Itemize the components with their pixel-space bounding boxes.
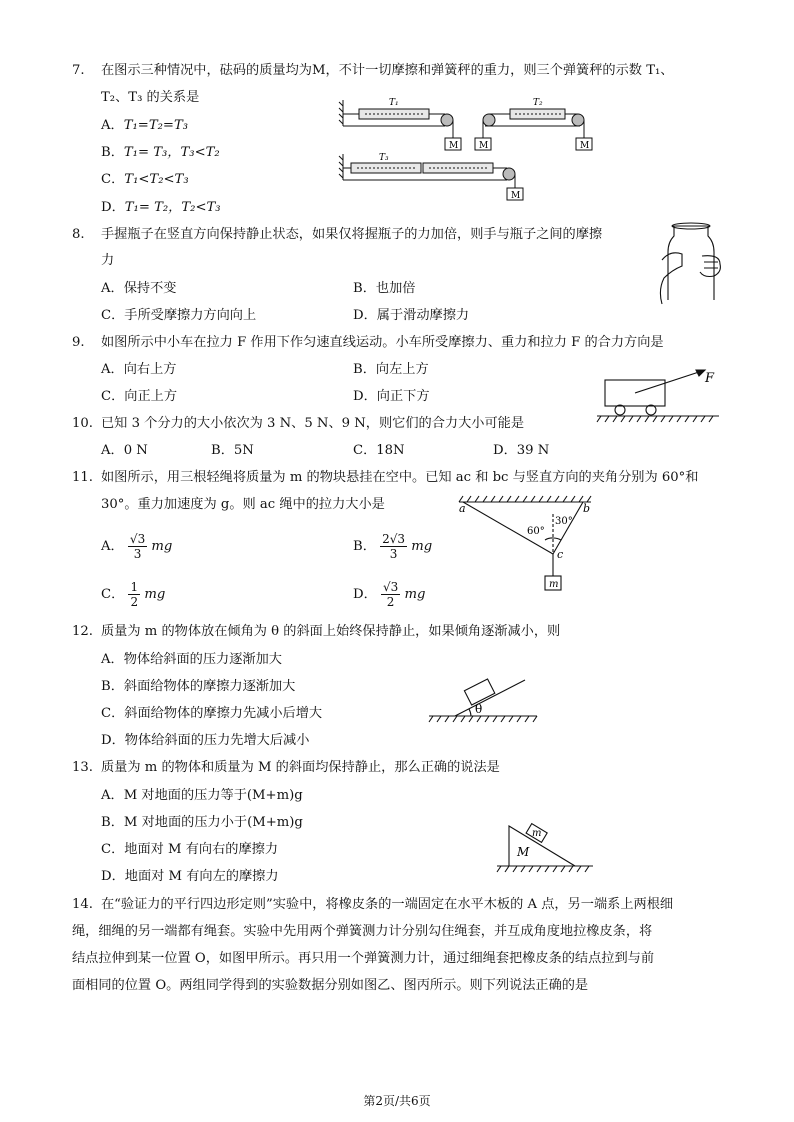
q11-stem-line2: 30°。重力加速度为 g。则 ac 绳中的拉力大小是 <box>101 497 385 512</box>
option-text: 向左上方 <box>375 362 429 377</box>
q8-stem-line1: 手握瓶子在竖直方向保持静止状态，如果仅将握瓶子的力加倍，则手与瓶子之间的摩擦 <box>101 227 603 242</box>
q8-option-c <box>101 307 256 325</box>
q9-force-label: F <box>705 371 715 386</box>
option-label: D． <box>493 443 517 458</box>
option-label: D． <box>353 389 377 404</box>
option-text: 向正下方 <box>376 389 430 404</box>
q9-option-a <box>101 361 176 379</box>
option-label: A． <box>101 652 124 667</box>
q9-option-d <box>353 388 430 406</box>
q12-stem-line1: 质量为 m 的物体放在倾角为 θ 的斜面上始终保持静止，如果倾角逐渐减小，则 <box>101 624 561 639</box>
option-label: B． <box>353 539 376 554</box>
q7-setup-1 <box>339 100 461 150</box>
q7-stem-line1: 在图示三种情况中，砝码的质量均为M，不计一切摩擦和弹簧秤的重力，则三个弹簧秤的示数 T₁、 <box>101 63 674 78</box>
option-text: 斜面给物体的摩擦力逐渐加大 <box>123 679 296 694</box>
q7-t1-label: T₁ <box>389 98 399 108</box>
option-label: A． <box>101 362 124 377</box>
q12-option-b <box>101 678 295 696</box>
q8-option-b <box>353 280 415 298</box>
q8-hand-bottle-figure <box>652 220 732 306</box>
option-label: D． <box>101 869 125 884</box>
q10-option-b <box>211 442 254 460</box>
q11-option-d <box>353 580 425 610</box>
q8-option-d <box>353 307 469 325</box>
q9-cart-figure <box>595 360 725 430</box>
q11-stem-line1: 如图所示，用三根轻绳将质量为 m 的物块悬挂在空中。已知 ac 和 bc 与竖直方向的夹角分别为 60°和 <box>101 470 699 485</box>
fraction <box>381 580 400 609</box>
q7-number: 7. <box>72 63 85 78</box>
option-label: D． <box>101 200 125 215</box>
q13-wedge-figure <box>495 820 595 876</box>
option-label: B． <box>353 281 376 296</box>
option-label: A． <box>101 118 124 133</box>
q13-option-c <box>101 841 278 859</box>
option-text: mg <box>404 587 426 602</box>
q7-spring-scale-figure <box>335 92 625 212</box>
q10-option-c <box>353 442 405 460</box>
option-text: 手所受摩擦力方向向上 <box>124 308 257 323</box>
denominator: 2 <box>386 595 395 609</box>
q9-option-c <box>101 388 177 406</box>
q14-line-2: 绳，细绳的另一端都有绳套。实验中先用两个弹簧测力计分别勾住绳套，并互成角度地拉橡皮条，将 <box>72 924 653 939</box>
q8-number: 8. <box>72 227 85 242</box>
denominator: 2 <box>130 595 139 609</box>
q14-line-1: 在“验证力的平行四边形定则”实验中，将橡皮条的一端固定在水平木板的 A 点，另一端系上两根细 <box>101 897 674 912</box>
q8-option-a <box>101 280 176 298</box>
q11-mass-label: m <box>549 579 559 590</box>
option-label: A． <box>101 443 124 458</box>
option-label: C． <box>353 443 377 458</box>
option-text: M 对地面的压力小于(M+m)g <box>123 815 303 830</box>
option-label: A． <box>101 539 124 554</box>
option-label: C． <box>101 308 125 323</box>
q10-option-a <box>101 442 148 460</box>
q11-label-a: a <box>459 502 466 515</box>
q9-stem-line1: 如图所示中小车在拉力 F 作用下作匀速直线运动。小车所受摩擦力、重力和拉力 F 的合力方向是 <box>101 335 664 350</box>
q7-option-b <box>101 144 220 162</box>
q12-option-a <box>101 651 282 669</box>
q12-number: 12. <box>72 624 93 639</box>
q13-option-a <box>101 787 303 805</box>
option-label: A． <box>101 281 124 296</box>
option-label: C． <box>101 587 125 602</box>
q11-label-c: c <box>557 548 564 561</box>
q14-number: 14. <box>72 897 93 912</box>
q7-mass-label-left: M <box>479 141 489 151</box>
q10-number: 10. <box>72 416 93 431</box>
q7-option-a <box>101 117 188 135</box>
q13-small-mass-label: m <box>532 828 542 839</box>
q13-option-b <box>101 814 303 832</box>
option-text: 保持不变 <box>123 281 177 296</box>
fraction <box>128 580 140 609</box>
option-text: 物体给斜面的压力先增大后减小 <box>124 733 310 748</box>
q11-option-b <box>353 532 432 562</box>
q7-option-c <box>101 171 189 189</box>
option-text: mg <box>151 539 173 554</box>
option-label: B． <box>353 362 376 377</box>
option-text: 39 N <box>516 443 550 458</box>
q14-line-3: 结点拉伸到某一位置 O，如图甲所示。再只用一个弹簧测力计，通过细绳套把橡皮条的结点拉到与前 <box>72 951 655 966</box>
q7-mass-label-right: M <box>580 141 590 151</box>
q7-setup-2 <box>475 109 592 150</box>
option-label: C． <box>101 389 125 404</box>
option-label: D． <box>353 308 377 323</box>
option-text: T₁= T₃，T₃<T₂ <box>123 145 220 160</box>
option-text: 向正上方 <box>124 389 178 404</box>
numerator: √3 <box>382 580 399 594</box>
option-text: T₁= T₂，T₂<T₃ <box>124 200 221 215</box>
option-label: B． <box>101 145 124 160</box>
q13-big-mass-label: M <box>517 845 530 859</box>
q7-stem-line2: T₂、T₃ 的关系是 <box>101 90 200 105</box>
option-text: mg <box>144 587 166 602</box>
option-label: C． <box>101 706 125 721</box>
q11-label-b: b <box>583 502 591 515</box>
option-text: 属于滑动摩擦力 <box>376 308 470 323</box>
option-label: D． <box>101 733 125 748</box>
q12-option-d <box>101 732 309 750</box>
option-text: M 对地面的压力等于(M+m)g <box>123 788 303 803</box>
q13-option-d <box>101 868 279 886</box>
q8-stem-line2: 力 <box>101 253 115 268</box>
option-text: 斜面给物体的摩擦力先减小后增大 <box>124 706 323 721</box>
q12-theta-label: θ <box>475 702 483 716</box>
q7-t2-label: T₂ <box>533 98 543 108</box>
option-text: 地面对 M 有向左的摩擦力 <box>124 869 279 884</box>
q12-incline-figure <box>425 664 540 724</box>
q7-t3-label: T₃ <box>379 153 389 163</box>
q13-number: 13. <box>72 760 93 775</box>
option-label: C． <box>101 172 125 187</box>
q7-mass-label: M <box>449 141 459 151</box>
numerator: 1 <box>130 580 139 594</box>
option-text: 物体给斜面的压力逐渐加大 <box>123 652 282 667</box>
fraction <box>380 532 407 561</box>
q11-option-a <box>101 532 172 562</box>
option-label: A． <box>101 788 124 803</box>
q14-line-4: 面相同的位置 O。两组同学得到的实验数据分别如图乙、图丙所示。则下列说法正确的是 <box>72 978 589 993</box>
option-label: C． <box>101 842 125 857</box>
fraction <box>128 532 147 561</box>
q11-angle-30: 30° <box>555 516 573 527</box>
numerator: √3 <box>129 532 146 546</box>
q10-option-d <box>493 442 549 460</box>
q11-option-c <box>101 580 165 610</box>
denominator: 3 <box>133 547 142 561</box>
option-text: 5N <box>233 443 254 458</box>
numerator: 2√3 <box>382 532 406 546</box>
option-text: T₁=T₂=T₃ <box>123 118 189 133</box>
q7-mass-label-3: M <box>511 191 521 201</box>
q12-option-c <box>101 705 322 723</box>
option-text: 也加倍 <box>375 281 416 296</box>
option-label: B． <box>211 443 234 458</box>
page-footer: 第2页/共6页 <box>363 1094 431 1108</box>
option-text: 0 N <box>123 443 148 458</box>
option-label: B． <box>101 815 124 830</box>
q7-option-d <box>101 199 221 217</box>
option-label: B． <box>101 679 124 694</box>
option-text: 18N <box>376 443 405 458</box>
option-text: mg <box>411 539 433 554</box>
denominator: 3 <box>389 547 398 561</box>
option-label: D． <box>353 587 377 602</box>
q13-stem-line1: 质量为 m 的物体和质量为 M 的斜面均保持静止，那么正确的说法是 <box>101 760 500 775</box>
q11-number: 11. <box>72 470 93 485</box>
q9-option-b <box>353 361 429 379</box>
q9-number: 9. <box>72 335 85 350</box>
q10-stem-line1: 已知 3 个分力的大小依次为 3 N、5 N、9 N，则它们的合力大小可能是 <box>101 416 525 431</box>
q11-angle-60: 60° <box>527 526 545 537</box>
q7-setup-3 <box>339 154 523 200</box>
option-text: T₁<T₂<T₃ <box>124 172 189 187</box>
option-text: 地面对 M 有向右的摩擦力 <box>124 842 279 857</box>
q11-three-ropes-figure <box>455 494 595 596</box>
option-text: 向右上方 <box>123 362 177 377</box>
